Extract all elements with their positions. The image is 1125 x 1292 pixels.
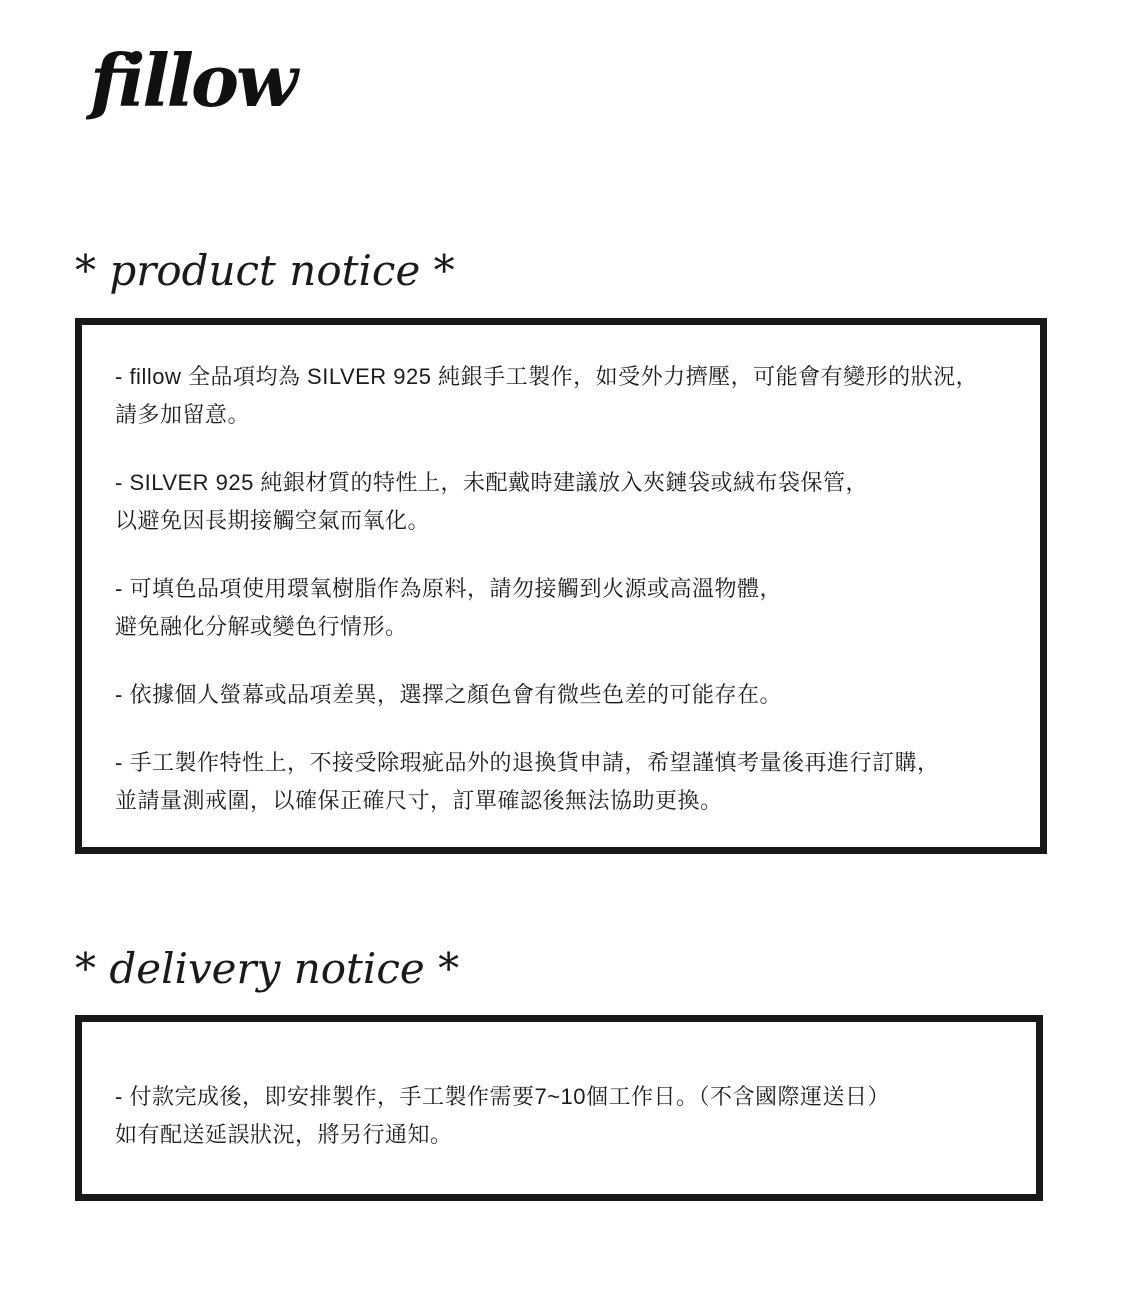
notice-line: 請多加留意。 (115, 402, 251, 427)
notice-line: 以避免因長期接觸空氣而氧化。 (115, 508, 431, 533)
notice-line: - 付款完成後，即安排製作，手工製作需要7~10個工作日。（不含國際運送日） (115, 1084, 890, 1109)
notice-line: - SILVER 925 純銀材質的特性上，未配戴時建議放入夾鏈袋或絨布袋保管， (115, 470, 868, 495)
product-notice-box (75, 318, 1047, 854)
product-notice-heading: * product notice * (75, 246, 455, 295)
notice-line: 避免融化分解或變色行情形。 (115, 614, 408, 639)
notice-item (115, 1078, 1008, 1154)
delivery-notice-box (75, 1015, 1043, 1201)
notice-line: 如有配送延誤狀況，將另行通知。 (115, 1122, 453, 1147)
notice-item (115, 464, 1012, 540)
notice-line: - 依據個人螢幕或品項差異，選擇之顏色會有微些色差的可能存在。 (115, 682, 782, 707)
brand-logo: fillow (90, 38, 296, 123)
notice-line: - 手工製作特性上，不接受除瑕疵品外的退換貨申請，希望謹慎考量後再進行訂購， (115, 750, 940, 775)
notice-line: 並請量測戒圍，以確保正確尺寸，訂單確認後無法協助更換。 (115, 788, 723, 813)
notice-item (115, 676, 1012, 714)
delivery-notice-heading: * delivery notice * (75, 944, 460, 993)
notice-item (115, 744, 1012, 820)
notice-line: - 可填色品項使用環氧樹脂作為原料，請勿接觸到火源或高溫物體， (115, 576, 782, 601)
notice-line: - fillow 全品項均為 SILVER 925 純銀手工製作，如受外力擠壓，可能會有變形的狀況， (115, 364, 979, 389)
notice-item (115, 570, 1012, 646)
notice-item (115, 358, 1012, 434)
